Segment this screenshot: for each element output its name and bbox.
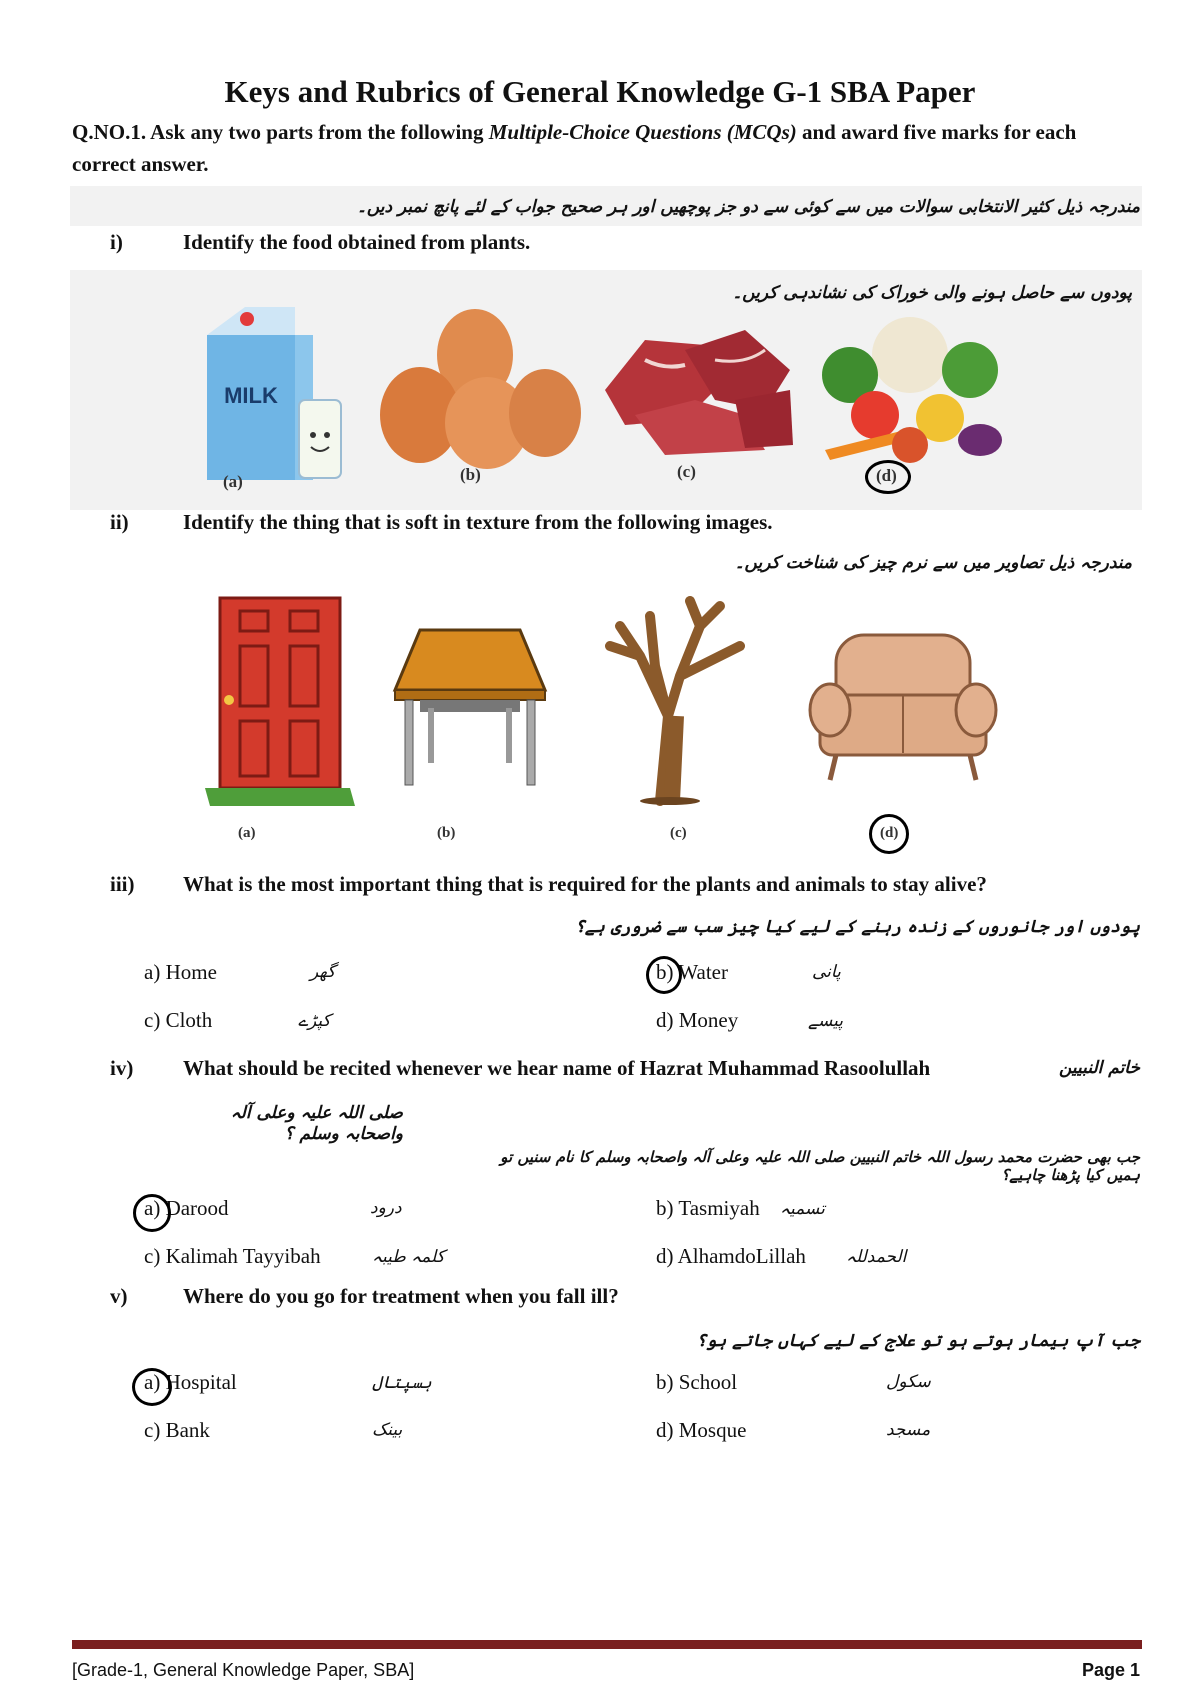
question-iii-number: iii) [110, 872, 135, 896]
question-iv-text-line2: صلی اللہ علیہ وعلی آلہ واصحابہ وسلم ؟ [230, 1103, 403, 1144]
question-ii-urdu: مندرجہ ذیل تصاویر میں سے نرم چیز کی شناخت کریں۔ [734, 553, 1132, 573]
question-ii-caption-c: (c) [670, 825, 687, 841]
answer-circle [865, 460, 911, 494]
question-i-caption-c: (c) [677, 462, 696, 481]
question-iv-text-urdu-tail: خاتم النبیین [1058, 1058, 1140, 1078]
question-i-caption-a: (a) [223, 472, 243, 491]
instruction-text-italic: Multiple-Choice Questions (MCQs) [488, 120, 797, 144]
question-ii-text: Identify the thing that is soft in texture from the following images. [183, 510, 773, 534]
instruction-text-a: Ask any two parts from the following [146, 120, 489, 144]
page-title: Keys and Rubrics of General Knowledge G-1 SBA Paper [224, 74, 976, 109]
question-v-urdu: جب آپ بیمار ہوتے ہو تو علاج کے لیے کہاں جاتے ہو؟ [696, 1331, 1140, 1351]
question-iii-option-a-urdu: گھر [310, 962, 336, 982]
question-v-option-d-urdu: مسجد [886, 1420, 931, 1440]
sofa-image [808, 625, 998, 785]
question-i-caption-b: (b) [460, 465, 481, 484]
answer-circle [132, 1368, 172, 1406]
eggs-image [375, 305, 585, 470]
question-iv-option-b-urdu: تسمیہ [780, 1199, 825, 1219]
question-i-caption-d: (d) [876, 466, 897, 485]
question-iv-option-b: b) Tasmiyah [656, 1196, 760, 1220]
question-v-option-a-urdu: ہسپتال [372, 1373, 432, 1393]
question-iii-option-c: c) Cloth [144, 1008, 213, 1032]
question-iv-option-c: c) Kalimah Tayyibah [144, 1244, 321, 1268]
question-1-label: Q.NO.1. [72, 120, 147, 144]
question-v-text: Where do you go for treatment when you fall ill? [183, 1284, 619, 1308]
footer-divider [72, 1640, 1142, 1649]
question-ii-caption-d: (d) [880, 825, 899, 841]
question-iii-urdu: پودوں اور جانوروں کے زندہ رہنے کے لیے کیا چیز سب سے ضروری ہے؟ [574, 917, 1140, 937]
page-number: Page 1 [1081, 1660, 1140, 1680]
question-ii-caption-b: (b) [437, 825, 456, 841]
question-iv-urdu: جب بھی حضرت محمد رسول اللہ خاتم النبیین صلی اللہ علیہ وعلی آلہ واصحابہ وسلم کا نام سنیں تو ہمیں کیا پڑھنا چاہیے؟ [500, 1148, 1140, 1184]
question-i-text: Identify the food obtained from plants. [183, 230, 531, 254]
question-iv-option-d: d) AlhamdoLillah [656, 1244, 806, 1268]
question-1-instruction [72, 116, 1142, 180]
question-iv-option-a-urdu: درود [370, 1198, 402, 1218]
door-image [205, 596, 355, 810]
question-iii-option-b: b) Water [656, 960, 728, 984]
question-iii-option-d: d) Money [656, 1008, 739, 1032]
question-v-option-c: c) Bank [144, 1418, 210, 1442]
vegetables-image [815, 310, 1005, 470]
question-iii-option-a: a) Home [144, 960, 217, 984]
question-v-option-d: d) Mosque [656, 1418, 747, 1442]
tree-image [600, 596, 750, 806]
question-iv-number: iv) [110, 1056, 134, 1080]
question-v-option-b-urdu: سکول [886, 1372, 931, 1392]
raw-meat-image [595, 320, 795, 460]
answer-circle [869, 814, 909, 854]
question-iv-option-d-urdu: الحمدللہ [846, 1247, 907, 1267]
question-iii-option-c-urdu: کپڑے [298, 1011, 331, 1031]
question-iv-text: What should be recited whenever we hear name of Hazrat Muhammad Rasoolullah [183, 1056, 931, 1080]
question-iii-text: What is the most important thing that is required for the plants and animals to stay alive? [183, 872, 987, 896]
answer-circle [133, 1194, 171, 1232]
milk-label: MILK [224, 383, 278, 408]
instruction-urdu: مندرجہ ذیل کثیر الانتخابی سوالات میں سے کوئی سے دو جز پوچھیں اور ہر صحیح جواب کے لئے پانچ نمبر دیں۔ [356, 197, 1140, 217]
question-v-option-c-urdu: بینک [372, 1420, 403, 1440]
question-iv-option-a: a) Darood [144, 1196, 229, 1220]
footer-left-text: [Grade-1, General Knowledge Paper, SBA] [72, 1660, 415, 1680]
instruction-text-b: and award five marks for each correct answer. [72, 120, 1077, 176]
answer-circle [646, 956, 682, 994]
question-v-option-a: a) Hospital [144, 1370, 237, 1394]
question-i-urdu: پودوں سے حاصل ہونے والی خوراک کی نشاندہی کریں۔ [732, 283, 1132, 303]
question-ii-caption-a: (a) [238, 825, 256, 841]
milk-carton-image [195, 305, 355, 485]
question-iii-option-b-urdu: پانی [812, 962, 841, 982]
question-i-number: i) [110, 230, 123, 254]
question-v-number: v) [110, 1284, 128, 1308]
question-iv-option-c-urdu: کلمہ طیبہ [372, 1247, 445, 1267]
question-ii-number: ii) [110, 510, 129, 534]
question-iii-option-d-urdu: پیسے [808, 1011, 843, 1031]
question-v-option-b: b) School [656, 1370, 738, 1394]
table-image [390, 620, 550, 790]
